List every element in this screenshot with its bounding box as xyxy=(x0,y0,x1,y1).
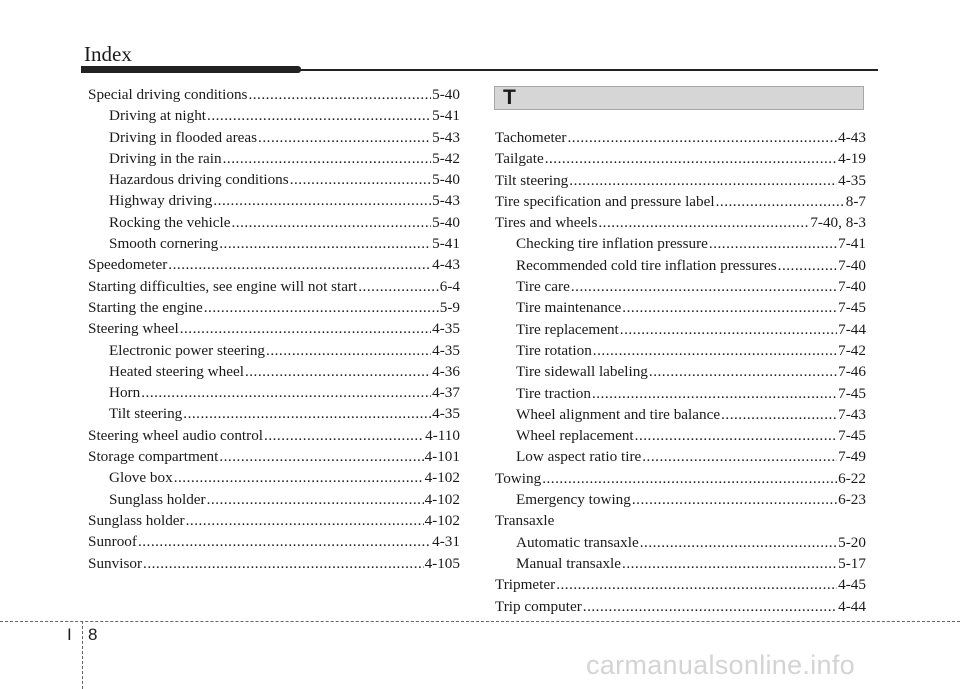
index-entry-leader xyxy=(264,425,424,446)
index-entry-label: Driving in the rain xyxy=(109,149,222,167)
index-entry-leader xyxy=(168,254,431,275)
index-entry-label: Driving at night xyxy=(109,107,207,125)
index-entry xyxy=(495,127,866,148)
index-entry-label: Checking tire inflation pressure xyxy=(516,235,708,253)
index-entry xyxy=(495,255,866,276)
index-entry-page: 4-35 xyxy=(432,320,460,338)
letter-section-heading: T xyxy=(503,86,516,109)
index-entry-leader xyxy=(622,297,837,318)
index-entry-leader xyxy=(569,170,837,191)
index-entry-label: Electronic power steering xyxy=(109,341,266,359)
index-entry-label: Tire replacement xyxy=(516,320,619,338)
index-entry-page: 6-22 xyxy=(838,469,866,487)
index-entry-leader xyxy=(567,127,837,148)
index-entry-page: 5-9 xyxy=(439,298,460,316)
index-entry-leader xyxy=(290,169,431,190)
index-entry-leader xyxy=(231,212,431,233)
index-entry-leader xyxy=(716,191,845,212)
index-entry-leader xyxy=(183,403,431,424)
index-entry-leader xyxy=(556,574,837,595)
index-entry-label: Tire traction xyxy=(516,384,591,402)
index-entry xyxy=(88,233,460,254)
index-entry-label: Transaxle xyxy=(495,512,555,530)
index-entry-leader xyxy=(223,148,432,169)
index-entry-label: Recommended cold tire inflation pressures xyxy=(516,256,777,274)
footer-page-number: 8 xyxy=(88,625,98,644)
index-entry xyxy=(495,596,866,617)
index-entry xyxy=(88,403,460,424)
index-entry xyxy=(495,574,866,595)
index-entry xyxy=(88,467,460,488)
index-entry xyxy=(88,553,460,574)
footer-vertical-rule xyxy=(82,621,83,689)
index-entry-leader xyxy=(778,255,838,276)
index-entry-leader xyxy=(620,319,837,340)
index-entry-label: Tailgate xyxy=(495,150,544,168)
index-entry xyxy=(88,425,460,446)
index-entry xyxy=(495,510,866,531)
index-entry-label: Smooth cornering xyxy=(109,235,219,253)
index-entry-leader xyxy=(635,425,838,446)
index-entry-label: Tire care xyxy=(516,278,570,296)
index-entry-label: Tire maintenance xyxy=(516,299,622,317)
index-entry-page: 7-40 xyxy=(838,256,866,274)
index-entry-page: 4-37 xyxy=(432,384,460,402)
index-entry-label: Glove box xyxy=(109,469,173,487)
index-entry-leader xyxy=(709,233,837,254)
index-entry-label: Emergency towing xyxy=(516,491,631,509)
index-entry-page: 5-20 xyxy=(838,533,866,551)
index-entry xyxy=(495,319,866,340)
index-entry xyxy=(88,148,460,169)
index-entry-page: 4-110 xyxy=(425,426,460,444)
index-entry xyxy=(495,233,866,254)
index-entry-leader xyxy=(180,318,431,339)
index-entry xyxy=(495,148,866,169)
index-entry xyxy=(495,553,866,574)
index-entry-leader xyxy=(571,276,837,297)
index-entry-page: 7-43 xyxy=(838,405,866,423)
index-entry-page: 4-35 xyxy=(432,341,460,359)
index-entry-leader xyxy=(174,467,424,488)
index-entry-page: 7-45 xyxy=(838,384,866,402)
index-entry-label: Sunroof xyxy=(88,533,137,551)
index-entry-page: 8-7 xyxy=(845,192,866,210)
index-entry xyxy=(88,489,460,510)
index-column-right xyxy=(495,127,866,617)
index-entry xyxy=(495,404,866,425)
index-entry-leader xyxy=(204,297,439,318)
index-entry xyxy=(495,191,866,212)
index-entry xyxy=(495,383,866,404)
index-entry-leader xyxy=(598,212,809,233)
index-entry-page: 4-105 xyxy=(424,554,460,572)
index-entry xyxy=(495,276,866,297)
index-entry-leader xyxy=(593,340,837,361)
index-entry-label: Tachometer xyxy=(495,129,567,146)
index-entry-leader xyxy=(266,340,431,361)
index-entry-page: 7-45 xyxy=(838,427,866,445)
index-entry-leader xyxy=(640,532,837,553)
index-entry-label: Tire sidewall labeling xyxy=(516,363,648,381)
index-entry-leader xyxy=(138,531,431,552)
index-entry-page: 4-31 xyxy=(432,533,460,551)
index-entry xyxy=(88,190,460,211)
index-entry-page: 5-40 xyxy=(432,213,460,231)
index-entry-label: Rocking the vehicle xyxy=(109,213,231,231)
index-entry xyxy=(495,489,866,510)
index-entry-label: Sunglass holder xyxy=(109,490,206,508)
index-entry-label: Manual transaxle xyxy=(516,554,622,572)
index-entry xyxy=(495,468,866,489)
letter-section-band xyxy=(494,86,864,110)
index-entry-leader xyxy=(219,446,423,467)
index-entry-page: 4-44 xyxy=(838,597,866,615)
index-entry xyxy=(495,446,866,467)
index-entry-page: 4-36 xyxy=(432,362,460,380)
footer-dashed-rule xyxy=(0,621,960,622)
index-entry-leader xyxy=(592,383,837,404)
index-entry-page: 5-41 xyxy=(432,235,460,253)
index-entry-leader xyxy=(721,404,837,425)
index-entry-label: Driving in flooded areas xyxy=(109,128,258,146)
index-entry-label: Towing xyxy=(495,469,542,487)
index-entry-label: Sunglass holder xyxy=(88,511,185,529)
index-entry-label: Special driving conditions xyxy=(88,86,248,103)
index-entry-leader xyxy=(642,446,837,467)
index-entry-page: 4-43 xyxy=(432,256,460,274)
index-entry-label: Tire rotation xyxy=(516,341,592,359)
index-entry-page: 7-41 xyxy=(838,235,866,253)
index-entry-page: 5-42 xyxy=(432,149,460,167)
index-entry-leader xyxy=(542,468,837,489)
index-entry-page: 4-102 xyxy=(424,469,460,487)
watermark-text: carmanualsonline.info xyxy=(586,650,855,680)
index-entry xyxy=(495,532,866,553)
index-entry-leader xyxy=(213,190,431,211)
index-entry-label: Steering wheel audio control xyxy=(88,426,264,444)
index-entry-label: Hazardous driving conditions xyxy=(109,171,289,189)
index-entry-leader xyxy=(245,361,431,382)
index-entry-label: Automatic transaxle xyxy=(516,533,639,551)
index-entry xyxy=(495,361,866,382)
index-entry-label: Heated steering wheel xyxy=(109,362,244,380)
index-entry xyxy=(495,212,866,233)
index-entry-leader xyxy=(219,233,431,254)
index-entry-leader xyxy=(632,489,837,510)
index-entry-page: 4-45 xyxy=(838,576,866,594)
header-rule-thin xyxy=(81,69,878,71)
index-entry xyxy=(88,382,460,403)
index-entry-page: 4-19 xyxy=(838,150,866,168)
index-entry-page: 4-35 xyxy=(838,171,866,189)
index-entry-leader xyxy=(622,553,837,574)
index-entry-label: Wheel replacement xyxy=(516,427,634,445)
index-entry-label: Sunvisor xyxy=(88,554,143,572)
index-entry-leader xyxy=(186,510,424,531)
index-entry xyxy=(88,254,460,275)
index-entry xyxy=(88,297,460,318)
index-entry-leader xyxy=(583,596,837,617)
page-header-title: Index xyxy=(84,42,132,66)
index-entry-label: Speedometer xyxy=(88,256,168,274)
index-entry-page: 5-40 xyxy=(432,171,460,189)
index-entry-page: 6-4 xyxy=(439,277,460,295)
index-entry-leader xyxy=(207,489,424,510)
index-entry xyxy=(88,212,460,233)
index-entry-page: 5-40 xyxy=(432,86,460,103)
index-entry-page: 4-102 xyxy=(424,490,460,508)
index-entry-page: 4-102 xyxy=(424,511,460,529)
index-entry-label: Starting the engine xyxy=(88,298,203,316)
index-entry-page: 4-35 xyxy=(432,405,460,423)
index-entry-label: Steering wheel xyxy=(88,320,179,338)
index-entry-page: 7-49 xyxy=(838,448,866,466)
index-entry-page: 7-40 xyxy=(838,278,866,296)
index-entry-label: Tilt steering xyxy=(109,405,183,423)
index-entry xyxy=(88,84,460,105)
index-entry-label: Low aspect ratio tire xyxy=(516,448,642,466)
index-entry-page: 5-43 xyxy=(432,128,460,146)
index-entry-page: 4-101 xyxy=(424,448,460,466)
index-entry xyxy=(88,127,460,148)
index-entry-label: Wheel alignment and tire balance xyxy=(516,405,721,423)
index-entry xyxy=(495,170,866,191)
index-entry xyxy=(88,169,460,190)
index-entry-label: Tripmeter xyxy=(495,576,556,594)
index-entry-leader xyxy=(143,553,424,574)
index-entry-leader xyxy=(248,84,431,105)
index-entry xyxy=(88,510,460,531)
index-entry-leader xyxy=(649,361,837,382)
index-entry-leader xyxy=(207,105,431,126)
index-entry-label: Tire specification and pressure label xyxy=(495,192,715,210)
index-entry-page: 7-42 xyxy=(838,341,866,359)
footer-section-letter: I xyxy=(67,625,72,644)
index-entry-page: 4-43 xyxy=(838,129,866,146)
index-entry-page: 7-46 xyxy=(838,363,866,381)
index-entry xyxy=(88,318,460,339)
index-entry-label: Storage compartment xyxy=(88,448,219,466)
index-entry xyxy=(88,446,460,467)
index-entry xyxy=(88,361,460,382)
index-entry-label: Trip computer xyxy=(495,597,582,615)
index-entry-page: 5-17 xyxy=(838,554,866,572)
index-entry-page: 7-40, 8-3 xyxy=(810,214,866,232)
index-entry-leader xyxy=(545,148,837,169)
index-entry xyxy=(495,425,866,446)
index-entry xyxy=(88,531,460,552)
index-entry-label: Horn xyxy=(109,384,141,402)
index-entry-leader xyxy=(141,382,431,403)
index-entry-leader xyxy=(258,127,431,148)
index-entry xyxy=(495,297,866,318)
index-entry-label: Tires and wheels xyxy=(495,214,598,232)
index-entry-page: 5-41 xyxy=(432,107,460,125)
index-entry xyxy=(88,340,460,361)
index-entry-page: 5-43 xyxy=(432,192,460,210)
index-entry xyxy=(88,105,460,126)
index-entry-label: Starting difficulties, see engine will not start xyxy=(88,277,358,295)
index-entry-page: 6-23 xyxy=(838,491,866,509)
index-entry xyxy=(88,276,460,297)
index-entry-label: Tilt steering xyxy=(495,171,569,189)
index-entry-label: Highway driving xyxy=(109,192,213,210)
index-entry xyxy=(495,340,866,361)
index-entry-page: 7-45 xyxy=(838,299,866,317)
index-entry-leader xyxy=(358,276,439,297)
index-entry-page: 7-44 xyxy=(838,320,866,338)
index-column-left xyxy=(88,84,460,574)
